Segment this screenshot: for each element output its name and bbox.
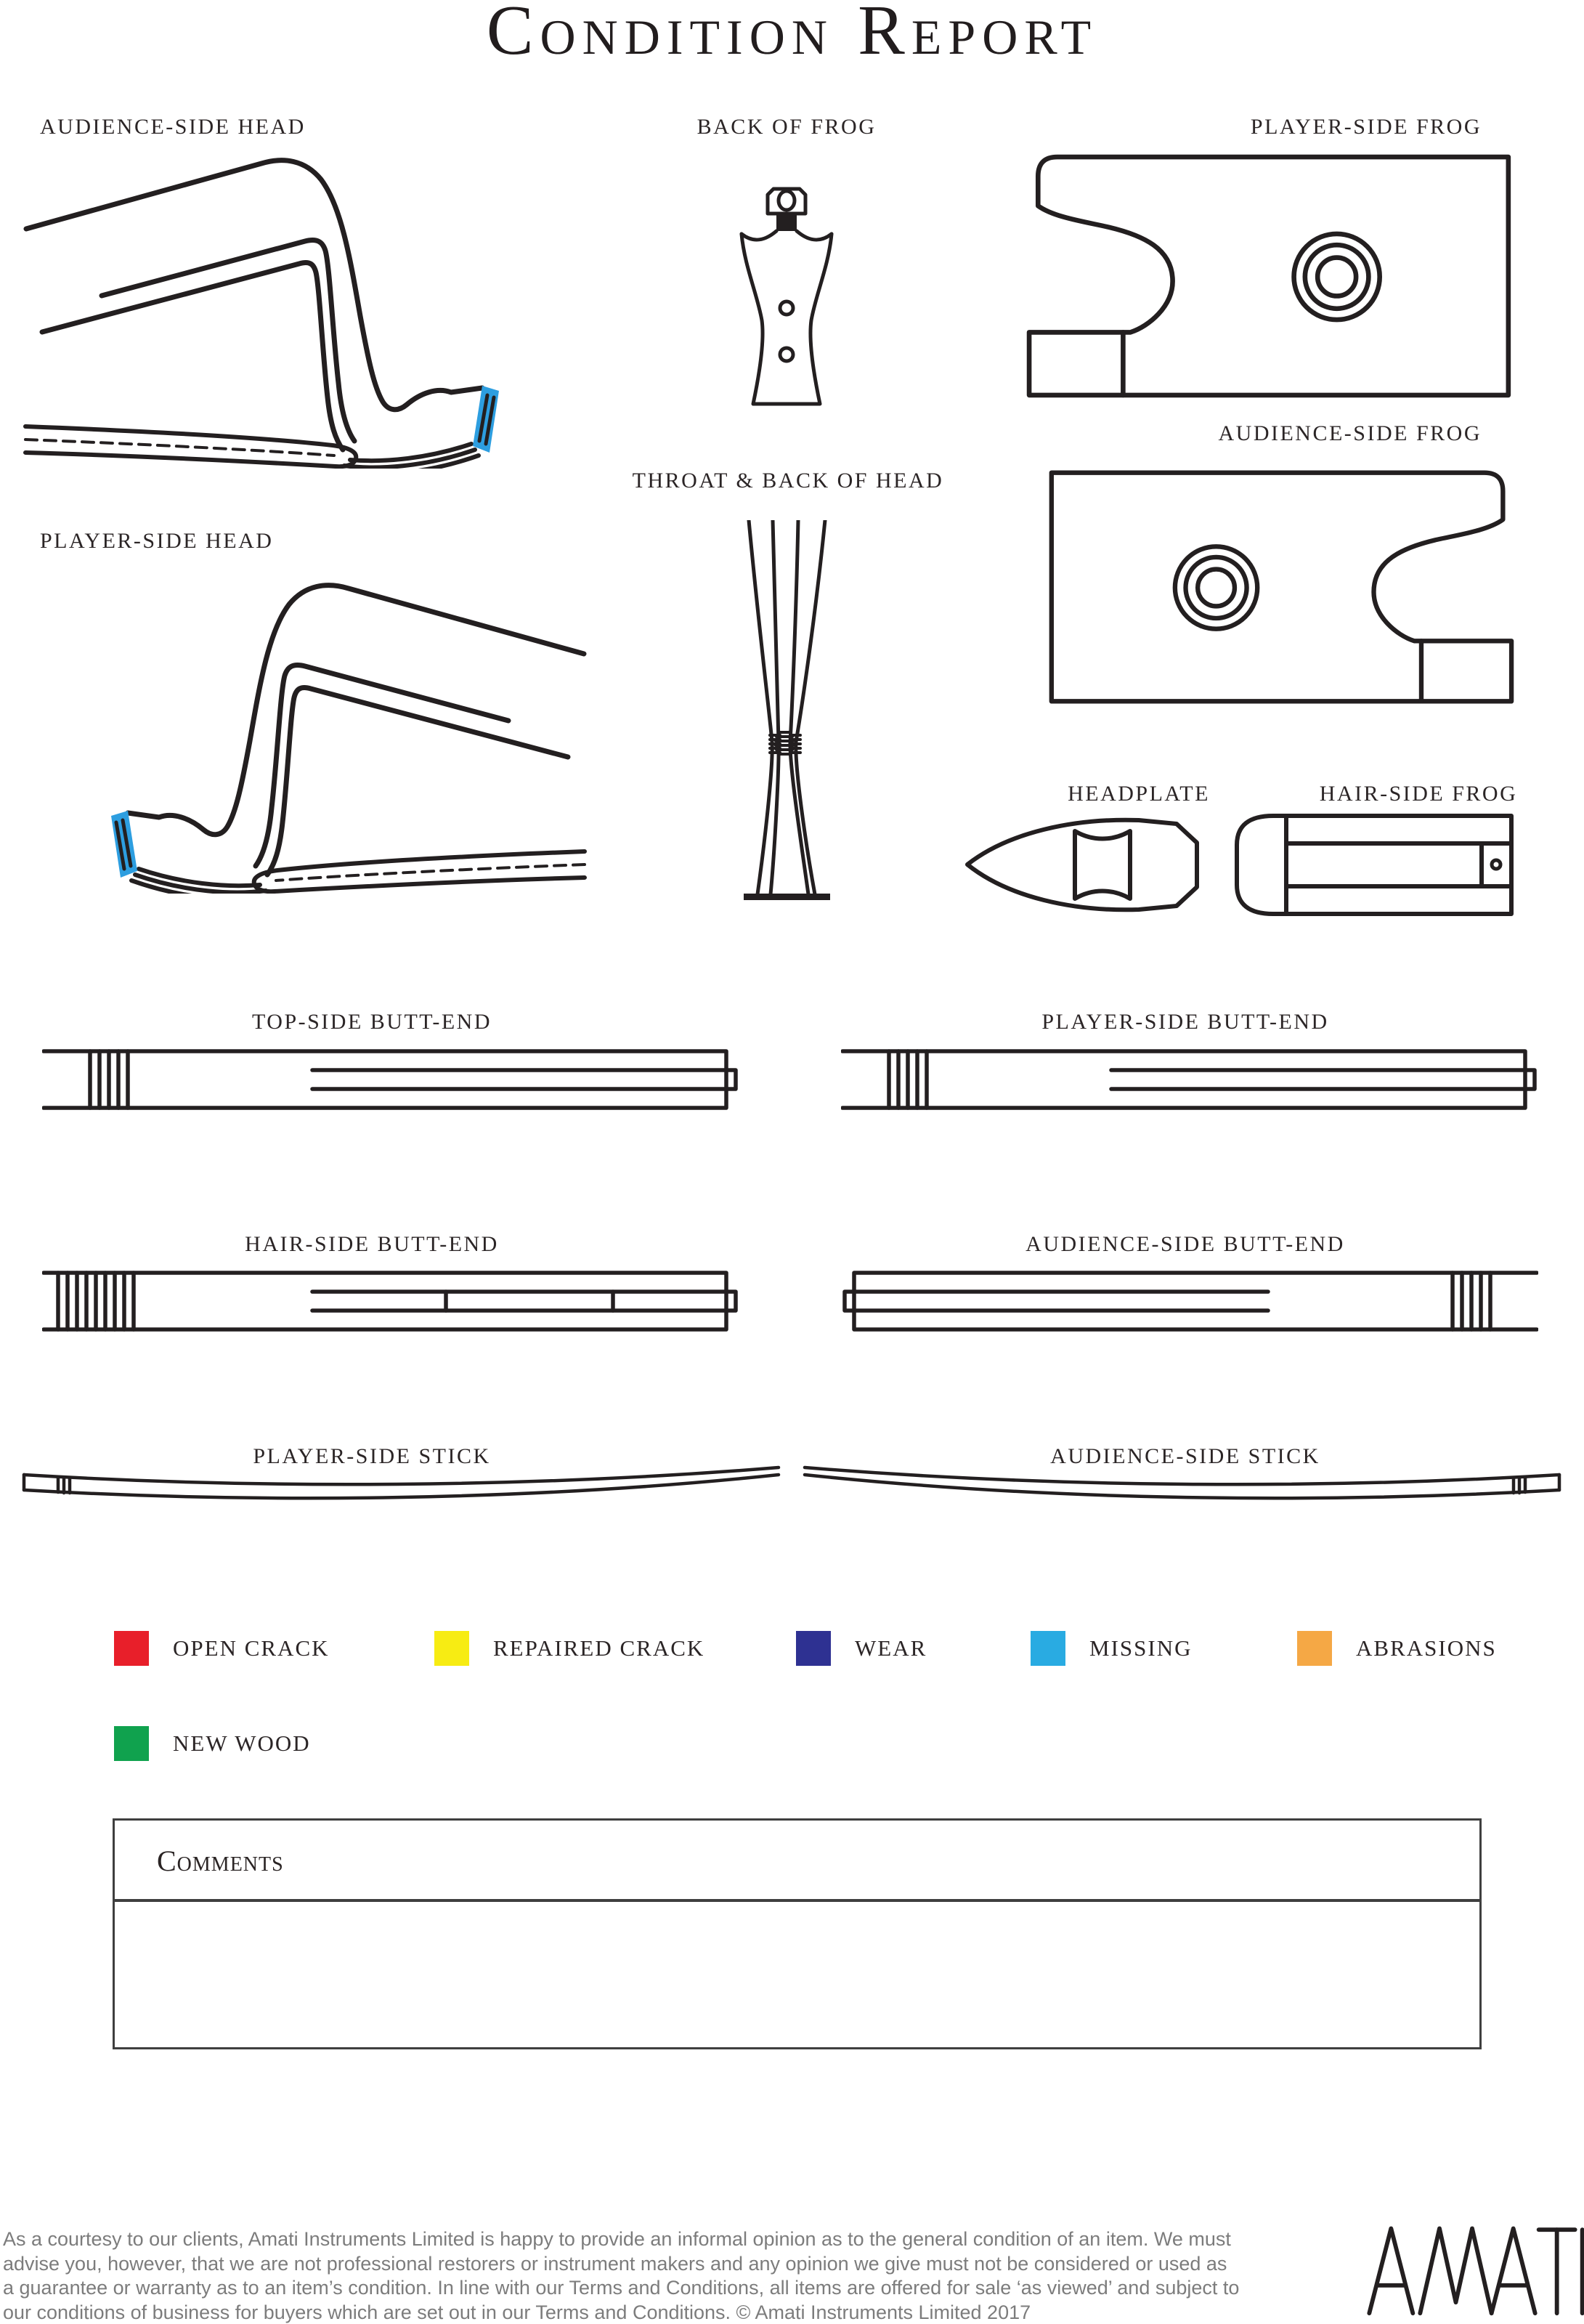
- disclaimer-text: [3, 2227, 1239, 2324]
- top-side-butt-end-diagram: [42, 1046, 739, 1113]
- legend-item-repaired-crack: [434, 1631, 704, 1666]
- legend-swatch-wear: [796, 1631, 831, 1666]
- legend-label-open-crack: OPEN CRACK: [173, 1635, 330, 1661]
- label-hair-side-frog: HAIR-SIDE FROG: [1319, 782, 1518, 806]
- back-of-frog-diagram: [728, 186, 845, 410]
- audience-side-head-diagram: [22, 142, 588, 469]
- legend-swatch-missing: [1031, 1631, 1065, 1666]
- label-hair-side-butt-end: HAIR-SIDE BUTT-END: [245, 1232, 499, 1256]
- legend-label-new-wood: NEW WOOD: [173, 1730, 311, 1756]
- label-back-of-frog: BACK OF FROG: [696, 115, 877, 139]
- audience-side-frog-diagram: [1046, 466, 1514, 708]
- audience-side-butt-end-diagram: [841, 1268, 1538, 1335]
- comments-input-area[interactable]: [115, 1902, 1479, 2046]
- disclaimer-line: As a courtesy to our clients, Amati Instruments Limited is happy to provide an informal opinion as to the general condition of an item. We must: [3, 2228, 1231, 2250]
- hair-side-frog-diagram: [1230, 814, 1514, 916]
- label-player-side-head: PLAYER-SIDE HEAD: [40, 529, 274, 553]
- legend-item-abrasions: [1297, 1631, 1497, 1666]
- player-side-frog-diagram: [1026, 154, 1514, 398]
- player-side-head-diagram: [22, 567, 588, 894]
- page-title: Condition Report: [486, 0, 1098, 69]
- label-audience-side-head: AUDIENCE-SIDE HEAD: [40, 115, 306, 139]
- label-player-side-butt-end: PLAYER-SIDE BUTT-END: [1041, 1010, 1329, 1034]
- comments-header: [115, 1821, 1479, 1902]
- label-audience-side-stick: AUDIENCE-SIDE STICK: [1050, 1444, 1320, 1468]
- legend-label-abrasions: ABRASIONS: [1356, 1635, 1497, 1661]
- comments-label: Comments: [157, 1845, 284, 1877]
- label-audience-side-frog: AUDIENCE-SIDE FROG: [1218, 421, 1482, 445]
- audience-side-stick-diagram: [803, 1463, 1561, 1504]
- label-throat-back-of-head: THROAT & BACK OF HEAD: [632, 469, 944, 493]
- disclaimer-line: a guarantee or warranty as to an item’s condition. In line with our Terms and Conditions, all items are offered for sale ‘as viewed’ and subject to: [3, 2277, 1240, 2299]
- label-player-side-frog: PLAYER-SIDE FROG: [1250, 115, 1482, 139]
- legend-swatch-abrasions: [1297, 1631, 1332, 1666]
- label-player-side-stick: PLAYER-SIDE STICK: [253, 1444, 491, 1468]
- player-side-stick-diagram: [22, 1463, 781, 1504]
- label-headplate: HEADPLATE: [1068, 782, 1210, 806]
- legend-swatch-open-crack: [114, 1631, 149, 1666]
- disclaimer-line: our conditions of business for buyers which are set out in our Terms and Conditions. © Amati Instruments Limited 2017: [3, 2301, 1031, 2323]
- legend-swatch-new-wood: [114, 1726, 149, 1761]
- legend-label-repaired-crack: REPAIRED CRACK: [493, 1635, 705, 1661]
- legend-label-wear: WEAR: [855, 1635, 927, 1661]
- legend-label-missing: MISSING: [1089, 1635, 1193, 1661]
- comments-box: [113, 1818, 1482, 2049]
- amati-logo: [1367, 2219, 1584, 2322]
- hair-side-butt-end-diagram: [42, 1268, 739, 1335]
- legend-swatch-repaired-crack: [434, 1631, 469, 1666]
- legend-item-open-crack: [114, 1631, 330, 1666]
- legend-item-new-wood: [114, 1726, 311, 1761]
- legend-item-missing: [1031, 1631, 1192, 1666]
- throat-back-of-head-diagram: [742, 520, 833, 902]
- label-audience-side-butt-end: AUDIENCE-SIDE BUTT-END: [1025, 1232, 1345, 1256]
- disclaimer-line: advise you, however, that we are not professional restorers or instrument makers and any opinion we give must not be considered or used as: [3, 2252, 1227, 2275]
- headplate-diagram: [964, 812, 1208, 918]
- label-top-side-butt-end: TOP-SIDE BUTT-END: [251, 1010, 492, 1034]
- legend-item-wear: [796, 1631, 927, 1666]
- player-side-butt-end-diagram: [841, 1046, 1538, 1113]
